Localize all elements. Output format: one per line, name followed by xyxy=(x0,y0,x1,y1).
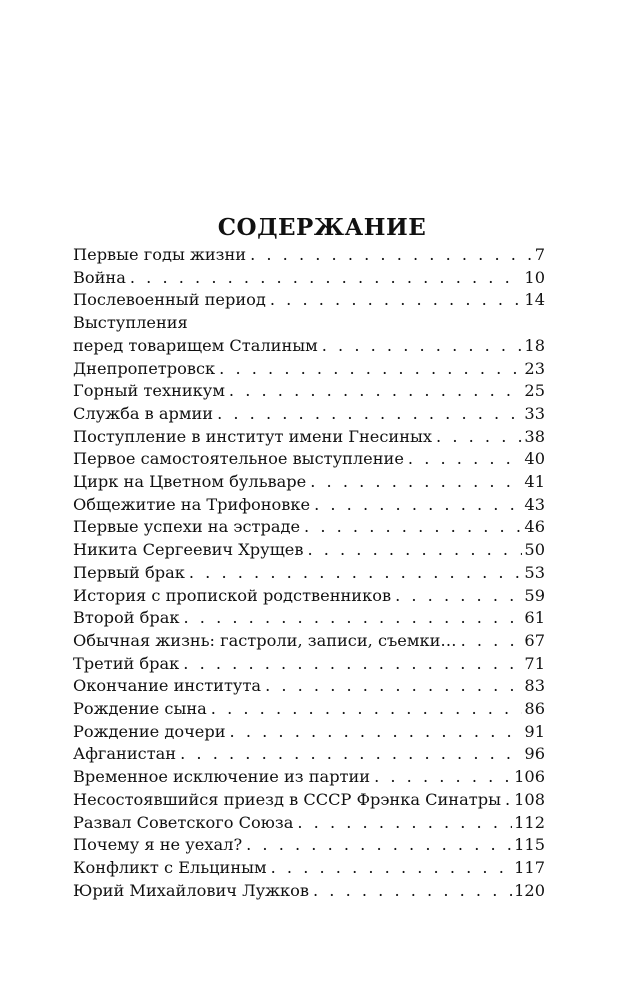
toc-page-number: 117 xyxy=(514,857,545,877)
toc-dot-leader xyxy=(130,267,523,290)
toc-entry xyxy=(73,471,545,494)
toc-dot-leader xyxy=(270,289,523,312)
toc-entry-title: Третий брак xyxy=(73,653,180,673)
toc-entry-title: Обычная жизнь: гастроли, записи, съемки… xyxy=(73,630,457,650)
toc-dot-leader xyxy=(310,471,522,494)
toc-page-number: 106 xyxy=(514,767,545,787)
toc-entry xyxy=(73,562,545,585)
toc-dot-leader xyxy=(313,880,512,903)
toc-entry xyxy=(73,516,545,539)
toc-entry xyxy=(73,267,545,290)
toc-dot-leader xyxy=(219,358,522,381)
toc-dot-leader xyxy=(436,426,522,449)
toc-page-number: 83 xyxy=(524,676,545,696)
toc-entry xyxy=(73,743,545,766)
toc-entry-title: Горный техникум xyxy=(73,381,225,401)
toc-entry xyxy=(73,244,545,267)
toc-entry-title: Афганистан xyxy=(73,744,177,764)
toc-entry-title: Поступление в институт имени Гнесиных xyxy=(73,426,433,446)
toc-dot-leader xyxy=(314,494,522,517)
toc-entry xyxy=(73,494,545,517)
toc-entry-title: Служба в армии xyxy=(73,403,214,423)
toc-entry-title: Общежитие на Трифоновке xyxy=(73,494,311,514)
toc-dot-leader xyxy=(180,743,522,766)
toc-dot-leader xyxy=(246,834,512,857)
toc-page-number: 115 xyxy=(514,835,545,855)
toc-entry xyxy=(73,335,545,358)
toc-entry-title: Рождение дочери xyxy=(73,721,226,741)
toc-page-number: 67 xyxy=(524,630,545,650)
toc-entry-title: перед товарищем Сталиным xyxy=(73,335,318,355)
toc-dot-leader xyxy=(304,516,522,539)
toc-dot-leader xyxy=(505,789,512,812)
toc-dot-leader xyxy=(408,448,522,471)
toc-entry xyxy=(73,834,545,857)
toc-entry xyxy=(73,426,545,449)
toc-page-number: 7 xyxy=(534,245,545,264)
toc-dot-leader xyxy=(297,812,512,835)
toc-page-number: 96 xyxy=(524,744,545,764)
toc-page-number: 38 xyxy=(524,426,545,446)
toc-entry xyxy=(73,607,545,630)
toc-dot-leader xyxy=(184,607,523,630)
toc-dot-leader xyxy=(395,585,522,608)
toc-entry-title: Днепропетровск xyxy=(73,358,216,378)
toc-entry-title: Цирк на Цветном бульваре xyxy=(73,472,307,492)
toc-entry-title: Первый брак xyxy=(73,562,185,582)
toc-entry-title: Первые успехи на эстраде xyxy=(73,517,301,537)
toc-page-number: 108 xyxy=(514,789,545,809)
toc-dot-leader xyxy=(250,244,533,267)
toc-page-number: 59 xyxy=(524,585,545,605)
toc-entry-title: Развал Советского Союза xyxy=(73,812,294,832)
toc-dot-leader xyxy=(461,630,523,653)
toc-dot-leader xyxy=(322,335,523,358)
toc-page-number: 112 xyxy=(514,812,545,832)
toc-page-number: 43 xyxy=(524,494,545,514)
toc-dot-leader xyxy=(271,857,512,880)
toc-dot-leader xyxy=(217,403,522,426)
toc-entry xyxy=(73,880,545,903)
toc-page-number: 50 xyxy=(524,540,545,560)
toc-entry xyxy=(73,789,545,812)
toc-page-number: 10 xyxy=(524,267,545,287)
toc-entry xyxy=(73,812,545,835)
toc-entry xyxy=(73,721,545,744)
toc-entry xyxy=(73,539,545,562)
toc-page-number: 23 xyxy=(524,358,545,378)
toc-entry-title-first-line: Выступления xyxy=(73,313,188,333)
toc-entry-title: Окончание института xyxy=(73,676,262,696)
toc-entry xyxy=(73,289,545,312)
toc-entry-title: Временное исключение из партии xyxy=(73,767,371,787)
toc-page-number: 61 xyxy=(524,608,545,628)
page-title: СОДЕРЖАНИЕ xyxy=(217,214,427,241)
toc-page-number: 46 xyxy=(524,517,545,537)
toc-entry xyxy=(73,630,545,653)
toc-entry-title: Конфликт с Ельциным xyxy=(73,857,267,877)
toc-entry-title: Юрий Михайлович Лужков xyxy=(73,880,310,900)
toc-dot-leader xyxy=(265,675,522,698)
toc-page-number: 71 xyxy=(524,653,545,673)
toc-entry-title: Почему я не уехал? xyxy=(73,835,243,855)
toc-dot-leader xyxy=(229,380,522,403)
toc-entry xyxy=(73,857,545,880)
toc-page-number: 33 xyxy=(524,403,545,423)
toc-entry-title: Первое самостоятельное выступление xyxy=(73,449,404,469)
toc-page-number: 86 xyxy=(524,699,545,719)
toc-dot-leader xyxy=(211,698,523,721)
toc-entry xyxy=(73,653,545,676)
toc-dot-leader xyxy=(189,562,523,585)
toc-entry-title: Послевоенный период xyxy=(73,290,266,310)
toc-entry xyxy=(73,448,545,471)
toc-page-number: 41 xyxy=(524,472,545,492)
toc-entry-title: Несостоявшийся приезд в СССР Фрэнка Синатры xyxy=(73,789,501,809)
toc-page-number: 120 xyxy=(514,880,545,900)
toc-page-number: 14 xyxy=(524,290,545,310)
toc-entry xyxy=(73,585,545,608)
table-of-contents xyxy=(73,244,545,902)
toc-entry-title: Рождение сына xyxy=(73,699,207,719)
toc-page-number: 25 xyxy=(524,381,545,401)
toc-dot-leader xyxy=(230,721,523,744)
toc-page-number: 40 xyxy=(524,449,545,469)
toc-entry xyxy=(73,675,545,698)
toc-entry xyxy=(73,358,545,381)
toc-entry-title: Никита Сергеевич Хрущев xyxy=(73,540,304,560)
toc-dot-leader xyxy=(183,653,522,676)
toc-entry xyxy=(73,698,545,721)
toc-page-number: 91 xyxy=(524,721,545,741)
toc-entry xyxy=(73,766,545,789)
toc-entry-title: Второй брак xyxy=(73,608,180,628)
toc-entry-title: Первые годы жизни xyxy=(73,245,247,264)
toc-entry xyxy=(73,380,545,403)
toc-dot-leader xyxy=(374,766,512,789)
toc-entry-title: Война xyxy=(73,267,126,287)
toc-dot-leader xyxy=(307,539,522,562)
toc-entry-title: История с пропиской родственников xyxy=(73,585,392,605)
toc-page-number: 18 xyxy=(524,335,545,355)
toc-entry xyxy=(73,403,545,426)
toc-page-number: 53 xyxy=(524,562,545,582)
